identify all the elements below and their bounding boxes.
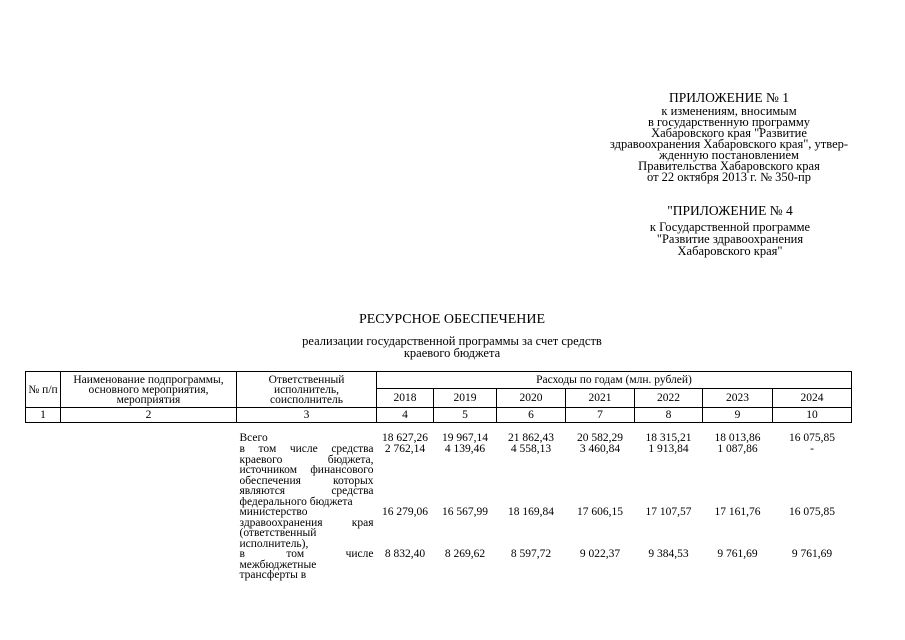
column-number: 5 — [434, 408, 497, 423]
row-value: 4 558,13 — [510, 443, 552, 455]
column-number: 1 — [26, 408, 61, 423]
column-numbers-row — [26, 408, 852, 423]
header-year: 2022 — [635, 389, 703, 408]
appendix-1-line: к изменениям, вносимым — [661, 104, 797, 118]
row-value: 8 832,40 — [384, 548, 426, 560]
column-number: 9 — [703, 408, 773, 423]
row-value: 16 075,85 — [789, 432, 835, 444]
document-subtitle — [230, 335, 674, 359]
appendix-4-title: "ПРИЛОЖЕНИЕ № 4 — [667, 203, 793, 218]
document-title-block — [230, 312, 674, 359]
column-number: 7 — [566, 408, 635, 423]
table-row — [26, 507, 852, 549]
header-year: 2018 — [377, 389, 434, 408]
header-year: 2021 — [566, 389, 635, 408]
header-expenses: Расходы по годам (млн. рублей) — [377, 372, 852, 389]
appendix-4-line: к Государственной программе — [649, 220, 811, 234]
header-executor: Ответственный исполнитель, соисполнитель — [237, 372, 377, 408]
header-year: 2023 — [703, 389, 773, 408]
row-value: 9 761,69 — [717, 548, 758, 560]
document-subtitle-line: реализации государственной программы за счет средств — [302, 334, 602, 348]
row-value: 16 279,06 — [382, 506, 428, 518]
row-value: - — [810, 443, 814, 455]
header-year: 2019 — [434, 389, 497, 408]
column-number: 6 — [497, 408, 566, 423]
row-label: Всего — [239, 432, 268, 444]
appendix-1-line: от 22 октября 2013 г. № 350-пр — [647, 170, 811, 184]
row-value: 17 606,15 — [577, 506, 623, 518]
document-title: РЕСУРСНОЕ ОБЕСПЕЧЕНИЕ — [358, 312, 546, 327]
column-number: 8 — [635, 408, 703, 423]
appendix-4-header — [615, 205, 845, 257]
row-value: 17 107,57 — [645, 506, 692, 518]
row-value: 18 315,21 — [645, 432, 692, 444]
resource-table — [25, 371, 852, 581]
column-number: 2 — [61, 408, 237, 423]
row-value: 8 597,72 — [510, 548, 552, 560]
row-value: 18 169,84 — [508, 506, 554, 518]
column-number: 10 — [773, 408, 852, 423]
table-row — [26, 549, 852, 581]
appendix-1-line: здравоохранения Хабаровского края", утвер- — [609, 137, 849, 151]
row-value: 9 761,69 — [791, 548, 833, 560]
appendix-1-line: Хабаровского края "Развитие — [651, 126, 807, 140]
row-value: 18 013,86 — [714, 432, 761, 444]
header-year: 2020 — [497, 389, 566, 408]
row-label: в том числе средства краевого бюджета, источником финансового обеспечения которых являются средства федерального бюджета — [239, 443, 374, 508]
row-label: министерство здравоохранения края (ответственный исполнитель), — [239, 506, 374, 550]
appendix-1-header — [586, 92, 872, 183]
row-value: 3 460,84 — [579, 443, 621, 455]
row-value: 2 762,14 — [384, 443, 426, 455]
row-value: 8 269,62 — [444, 548, 486, 560]
row-value: 20 582,29 — [577, 432, 623, 444]
appendix-1-title: ПРИЛОЖЕНИЕ № 1 — [668, 90, 790, 105]
row-value: 16 075,85 — [789, 506, 835, 518]
row-value: 4 139,46 — [444, 443, 486, 455]
appendix-1-line: жденную постановлением — [659, 148, 799, 162]
table-row — [26, 444, 852, 507]
header-num: № п/п — [26, 372, 61, 408]
column-number: 4 — [377, 408, 434, 423]
header-year: 2024 — [773, 389, 852, 408]
row-value: 18 627,26 — [382, 432, 428, 444]
appendix-4-line: "Развитие здравоохранения — [656, 232, 804, 246]
column-number: 3 — [237, 408, 377, 423]
row-value: 1 087,86 — [717, 443, 758, 455]
document-subtitle-line: краевого бюджета — [403, 346, 501, 360]
appendix-1-line: в государственную программу — [647, 115, 811, 129]
row-value: 16 567,99 — [442, 506, 488, 518]
row-value: 9 022,37 — [579, 548, 621, 560]
row-value: 21 862,43 — [508, 432, 554, 444]
row-value: 9 384,53 — [648, 548, 689, 560]
appendix-1-line: Правительства Хабаровского края — [638, 159, 820, 173]
row-value: 17 161,76 — [714, 506, 761, 518]
header-name: Наименование подпрограммы, основного мероприятия, мероприятия — [61, 372, 237, 408]
appendix-4-line: Хабаровского края" — [677, 244, 783, 258]
row-value: 1 913,84 — [648, 443, 689, 455]
row-label: в том числе межбюджетные трансферты в — [239, 548, 374, 581]
row-value: 19 967,14 — [442, 432, 488, 444]
